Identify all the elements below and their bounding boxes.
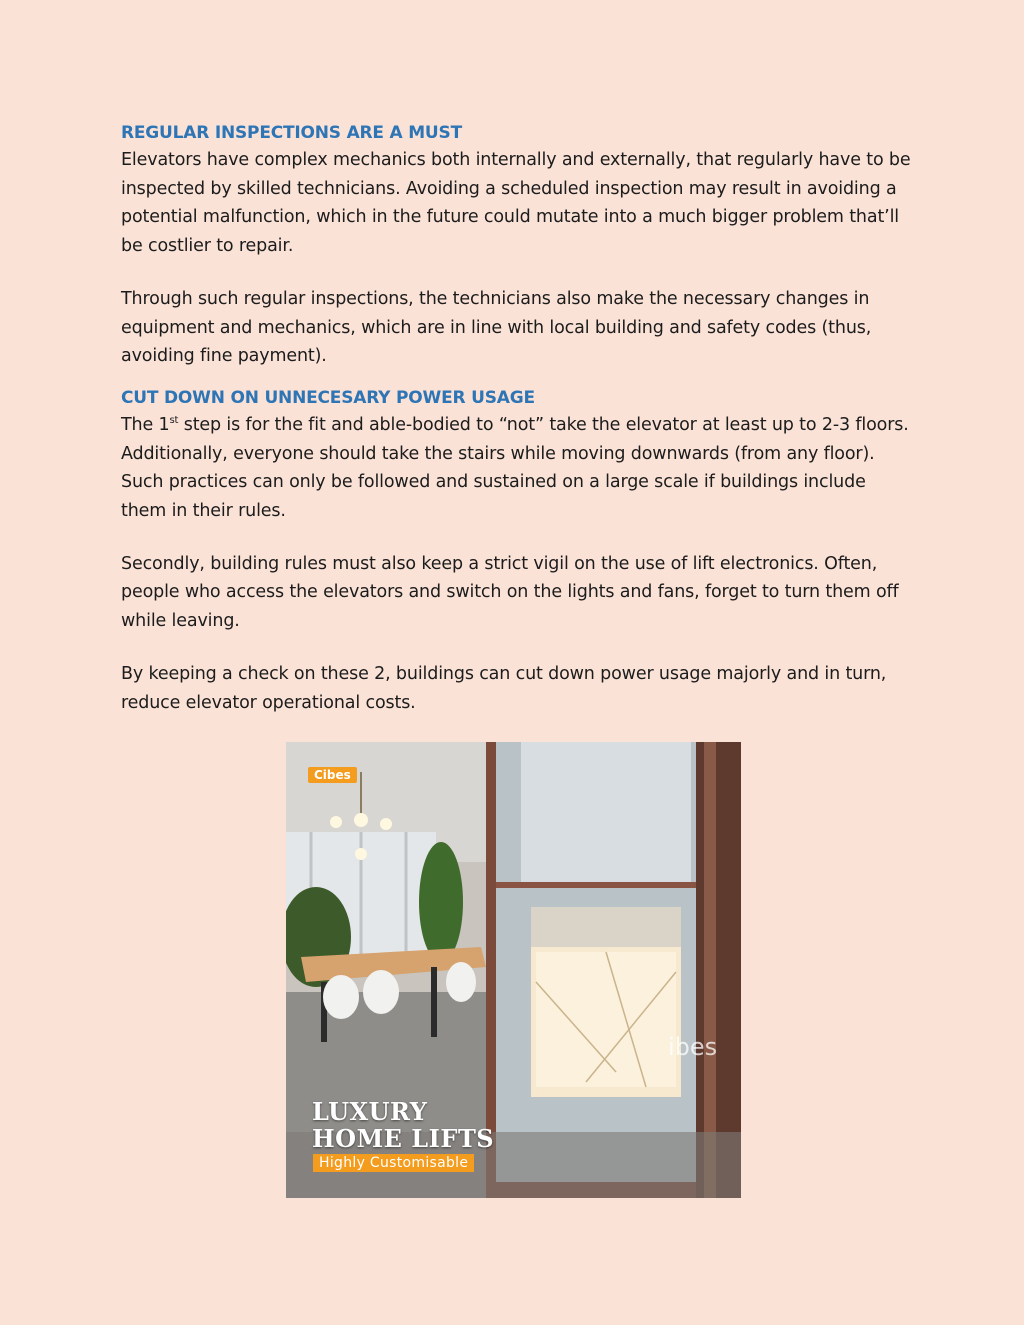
paragraph: Through such regular inspections, the technicians also make the necessary changes in equipment and mechanics, which are in line with local building and safety codes (thus, avoiding fine payment). xyxy=(121,288,872,367)
paragraph: By keeping a check on these 2, buildings can cut down power usage majorly and in turn, reduce elevator operational costs. xyxy=(121,663,887,713)
paragraph: The 1st step is for the fit and able-bodied to “not” take the elevator at least up to 2-3 floors. Additionally, everyone should take the stairs while moving downwards (from any floor). Such practices can only be followed and sustained on a large scale if buildings include them in their rules. xyxy=(121,414,909,522)
section-heading-inspections: REGULAR INSPECTIONS ARE A MUST xyxy=(121,123,462,143)
ad-subtitle: Highly Customisable xyxy=(313,1154,474,1172)
paragraph: Elevators have complex mechanics both internally and externally, that regularly have to be inspected by skilled technicians. Avoiding a scheduled inspection may result in avoiding a potential malfunction, which in the future could mutate into a much bigger problem that’ll be costlier to repair. xyxy=(121,150,911,257)
ad-title: LUXURY HOME LIFTS xyxy=(312,1097,495,1153)
cibes-logo: Cibes xyxy=(308,767,357,783)
section-heading-power-usage: CUT DOWN ON UNNECESARY POWER USAGE xyxy=(121,387,535,408)
cibes-watermark: ibes xyxy=(668,1033,718,1061)
paragraph: Secondly, building rules must also keep a strict vigil on the use of lift electronics. Often, people who access the elevators and switch on the lights and fans, forget to turn them off while leaving. xyxy=(121,553,899,632)
document-body xyxy=(121,120,911,741)
